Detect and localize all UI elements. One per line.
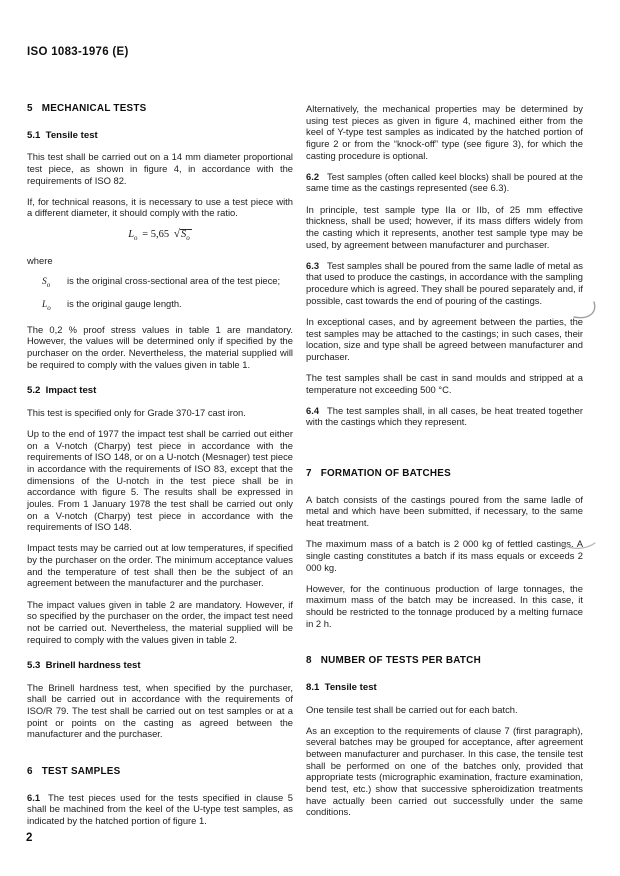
document-reference: ISO 1083-1976 (E) <box>27 46 129 58</box>
paragraph: A batch consists of the castings poured from the same ladle of metal and which have been submitted, if necessary, to the same heat treatment. <box>306 493 583 529</box>
paragraph: In principle, test sample type IIa or IIb, of 25 mm effective thickness, shall be used; however, if its mass differs widely from the casting which it represents, another test sample type may be used, by agreement between manufacturer and purchaser. <box>306 203 583 250</box>
clause-text: Test samples (often called keel blocks) shall be poured at the same time as the castings represented (see 6.3). <box>306 170 583 194</box>
section-heading-6: 6 TEST SAMPLES <box>27 766 121 778</box>
paragraph: However, for the continuous production of large tonnages, the maximum mass of the batch may be increased. In this case, it should be restricted to the tonnage produced by a melting furnace in 2 h. <box>306 582 583 629</box>
scan-artifact-shallow-curve-mark <box>560 540 598 554</box>
paragraph: The impact values given in table 2 are mandatory. However, if so specified by the purchaser on the order, the impact test need not be carried out. Nevertheless, the material supplied will be required to comply with the values given in table 2. <box>27 598 293 645</box>
numbered-paragraph <box>306 260 583 307</box>
clause-text: The test pieces used for the tests specified in clause 5 shall be machined from the keel of the U-type test samples, as indicated by the hatched portion of figure 1. <box>27 791 293 827</box>
subsection-heading-5-3: 5.3 Brinell hardness test <box>27 660 141 672</box>
paragraph: The test samples shall be cast in sand moulds and stripped at a temperature not exceeding 500 °C. <box>306 371 583 395</box>
paragraph: This test shall be carried out on a 14 mm diameter proportional test piece, as shown in figure 4, in accordance with the requirements of ISO 82. <box>27 151 293 186</box>
paragraph: The maximum mass of a batch is 2 000 kg of fettled castings. A single casting constitutes a batch if its mass equals or exceeds 2 000 kg. <box>306 538 583 573</box>
paragraph: The Brinell hardness test, when specified by the purchaser, shall be carried out in accordance with the requirements of ISO/R 79. The test shall be carried out on test samples or at a point or points on the casting as agreed between the manufacturer and the purchaser. <box>27 681 293 740</box>
scan-artifact-j-curve-mark <box>569 299 601 329</box>
subsection-heading-8-1: 8.1 Tensile test <box>306 681 377 693</box>
paragraph: Impact tests may be carried out at low temperatures, if specified by the purchaser on the order. The minimum acceptance values and the temperature of test shall then be the subject of an agreement between the manufacturer and the purchaser. <box>27 542 293 589</box>
radical-sign: √ <box>173 227 181 240</box>
gauge-length-formula <box>27 229 293 245</box>
paragraph: As an exception to the requirements of clause 7 (first paragraph), several batches may be grouped for acceptance, after agreement between manufacturer and purchaser. In this case, the tensile test shall be performed on one of the batches only, provided that appropriate tests (micrographic examination, fracture examination, bend test, etc.) show that successive spheroidization treatments have actually been carried out successfully under the same conditions. <box>306 724 583 818</box>
paragraph: In exceptional cases, and by agreement between the parties, the test samples may be attached to the castings; in such cases, their location, size and type shall be agreed between manufacturer and purchaser. <box>306 315 583 362</box>
subsection-heading-5-2: 5.2 Impact test <box>27 385 97 397</box>
section-heading-7: 7 FORMATION OF BATCHES <box>306 468 451 480</box>
paragraph: The 0,2 % proof stress values in table 1 are mandatory. However, the values will be determined only if specified by the purchaser on the order. Nevertheless, the material supplied will be required to comply with the values given in table 1. <box>27 323 293 370</box>
formula-variable: S <box>181 228 187 240</box>
symbol-definition <box>42 298 293 315</box>
radicand <box>180 229 192 243</box>
paragraph: One tensile test shall be carried out for each batch. <box>306 703 518 715</box>
section-heading-5: 5 MECHANICAL TESTS <box>27 103 147 114</box>
clause-number: 6.1 <box>27 791 41 803</box>
symbol-definition <box>42 275 293 292</box>
paragraph: If, for technical reasons, it is necessary to use a test piece with a different diameter, it should comply with the ratio. <box>27 195 293 219</box>
paragraph: This test is specified only for Grade 370-17 cast iron. <box>27 406 246 418</box>
page-number: 2 <box>26 832 33 844</box>
formula-subscript: o <box>186 233 190 242</box>
formula-subscript: o <box>134 233 138 242</box>
subsection-heading-5-1: 5.1 Tensile test <box>27 129 98 141</box>
formula-variable: L <box>128 228 135 240</box>
formula-equals-coefficient: = 5,65 <box>142 228 170 240</box>
section-heading-8: 8 NUMBER OF TESTS PER BATCH <box>306 655 481 667</box>
clause-number: 6.2 <box>306 170 320 182</box>
where-label: where <box>27 255 53 267</box>
paragraph: Alternatively, the mechanical properties may be determined by using test pieces as given in figure 4, machined either from the keel of Y-type test samples as indicated by the hatched portion of figure 2 or from the “knock-off” type (see figure 3), for which the casting procedure is optional. <box>306 103 583 161</box>
symbol-definition-text: is the original gauge length. <box>67 298 182 310</box>
numbered-paragraph <box>27 792 293 827</box>
left-column <box>27 103 293 836</box>
clause-text: Test samples shall be poured from the same ladle of metal as that used to produce the castings, in accordance with the sampling procedure which is agreed. They shall be poured separately and, if possible, cast towards the end of pouring of the castings. <box>306 259 583 306</box>
numbered-paragraph <box>306 405 583 428</box>
paragraph: Up to the end of 1977 the impact test shall be carried out either on a V-notch (Charpy) test piece in accordance with the requirements of ISO 148, or on a U-notch (Mesnager) test piece in accordance with the requirements of ISO 83, except that the dimensions of the U-notch in the test piece shall be in accordance with figure 5. The results shall be expressed in joules. From 1 January 1978 the test shall be carried out only on a V-notch (Charpy) test piece in accordance with the requirements of ISO 148. <box>27 428 293 533</box>
symbol: $L_o$ <box>42 300 51 312</box>
clause-number: 6.4 <box>306 404 320 416</box>
symbol: $S_o$ <box>42 277 51 289</box>
symbol-definition-text: is the original cross-sectional area of the test piece; <box>67 275 281 286</box>
numbered-paragraph <box>306 171 583 194</box>
clause-number: 6.3 <box>306 259 320 271</box>
clause-text: The test samples shall, in all cases, be heat treated together with the castings which they represent. <box>306 404 583 428</box>
right-column <box>306 103 583 828</box>
